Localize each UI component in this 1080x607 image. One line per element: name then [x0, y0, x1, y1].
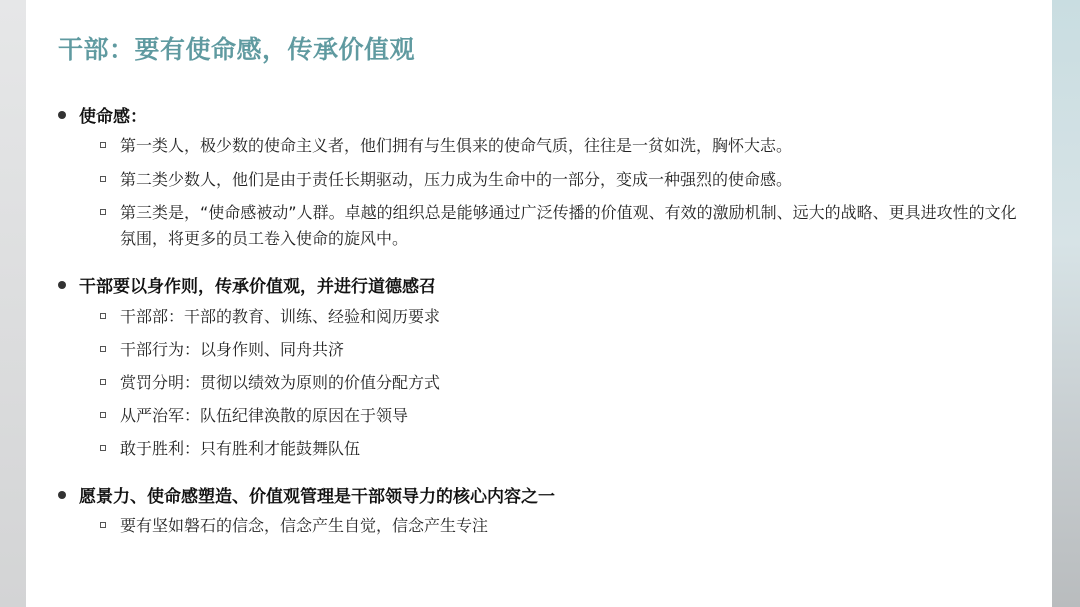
section-heading-mission: 使命感：	[58, 102, 147, 127]
list-item: 干部部：干部的教育、训练、经验和阅历要求	[100, 304, 1000, 330]
list-item: 要有坚如磐石的信念，信念产生自觉，信念产生专注	[100, 513, 1000, 539]
list-item: 第一类人，极少数的使命主义者，他们拥有与生俱来的使命气质，往往是一贫如洗，胸怀大志。	[100, 133, 1020, 159]
right-background-strip	[1052, 0, 1080, 607]
square-bullet-icon	[100, 313, 106, 319]
slide	[26, 0, 1052, 607]
list-item: 第二类少数人，他们是由于责任长期驱动，压力成为生命中的一部分，变成一种强烈的使命感。	[100, 167, 1020, 193]
left-background-strip	[0, 0, 26, 607]
list-item: 从严治军：队伍纪律涣散的原因在于领导	[100, 403, 1000, 429]
list-item: 敢于胜利：只有胜利才能鼓舞队伍	[100, 436, 1000, 462]
square-bullet-icon	[100, 209, 106, 215]
bullet-dot-icon	[58, 281, 66, 289]
section-heading-values: 干部要以身作则，传承价值观，并进行道德感召	[58, 272, 436, 297]
square-bullet-icon	[100, 522, 106, 528]
list-item: 干部行为：以身作则、同舟共济	[100, 337, 1000, 363]
list-item: 赏罚分明：贯彻以绩效为原则的价值分配方式	[100, 370, 1000, 396]
section-heading-leadership: 愿景力、使命感塑造、价值观管理是干部领导力的核心内容之一	[58, 482, 555, 507]
square-bullet-icon	[100, 379, 106, 385]
square-bullet-icon	[100, 142, 106, 148]
square-bullet-icon	[100, 412, 106, 418]
square-bullet-icon	[100, 445, 106, 451]
list-item: 第三类是，“使命感被动”人群。卓越的组织总是能够通过广泛传播的价值观、有效的激励机制、远大的战略、更具进攻性的文化氛围，将更多的员工卷入使命的旋风中。	[100, 200, 1020, 252]
square-bullet-icon	[100, 176, 106, 182]
bullet-dot-icon	[58, 491, 66, 499]
square-bullet-icon	[100, 346, 106, 352]
slide-title: 干部：要有使命感，传承价值观	[58, 35, 416, 64]
bullet-dot-icon	[58, 111, 66, 119]
